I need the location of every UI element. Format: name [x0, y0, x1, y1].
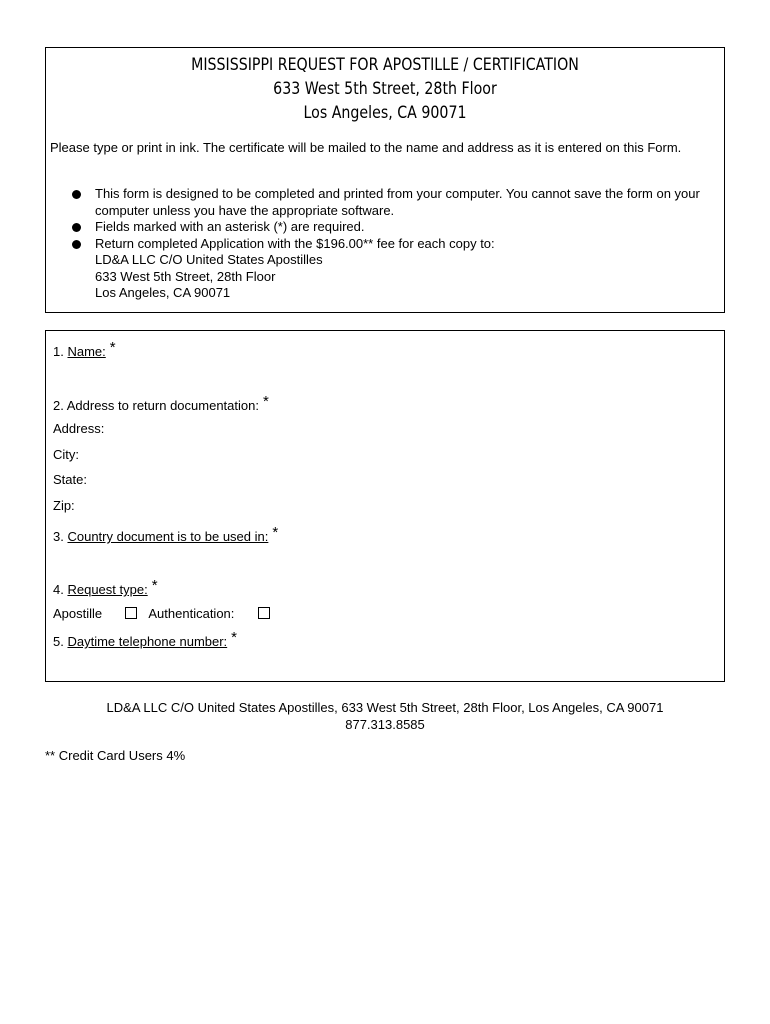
instructions-list	[72, 186, 722, 302]
country-label: Country document is to be used in:	[67, 529, 269, 544]
bullet-icon	[72, 190, 81, 199]
request-type-heading: 4. Request type: *	[53, 577, 158, 597]
bullet-icon	[72, 223, 81, 232]
list-item: Fields marked with an asterisk (*) are required.	[72, 219, 722, 236]
apostille-label: Apostille	[53, 606, 103, 621]
required-asterisk: *	[109, 339, 116, 356]
form-title: MISSISSIPPI REQUEST FOR APOSTILLE / CERTIFICATION	[191, 55, 579, 74]
request-type-label: Request type:	[67, 582, 148, 597]
instructions-box	[45, 47, 725, 313]
phone-label: Daytime telephone number:	[67, 634, 228, 649]
address-field[interactable]: Address:	[53, 421, 105, 436]
apostille-checkbox[interactable]	[125, 607, 137, 619]
state-field[interactable]: State:	[53, 472, 87, 487]
header-address-line2: Los Angeles, CA 90071	[303, 103, 467, 122]
request-type-options	[53, 606, 270, 621]
footer-phone: 877.313.8585	[345, 717, 425, 732]
city-field[interactable]: City:	[53, 447, 79, 462]
country-field[interactable]: 3. Country document is to be used in: *	[53, 524, 279, 544]
list-item: Return completed Application with the $196.00** fee for each copy to:	[72, 236, 722, 253]
footer-address: LD&A LLC C/O United States Apostilles, 633 West 5th Street, 28th Floor, Los Angeles, CA 90071	[106, 700, 664, 715]
phone-field[interactable]: 5. Daytime telephone number: *	[53, 629, 238, 649]
list-item: This form is designed to be completed and printed from your computer. You cannot save the form on your computer unless you have the appropriate software.	[72, 186, 722, 219]
required-asterisk: *	[231, 629, 238, 646]
return-address-line: LD&A LLC C/O United States Apostilles	[95, 252, 323, 267]
address-heading: 2. Address to return documentation: *	[53, 393, 269, 413]
required-asterisk: *	[272, 524, 279, 541]
name-field[interactable]: 1. Name: *	[53, 339, 116, 359]
authentication-checkbox[interactable]	[258, 607, 270, 619]
header-address-line1: 633 West 5th Street, 28th Floor	[273, 79, 497, 98]
intro-text: Please type or print in ink. The certificate will be mailed to the name and address as it is entered on this Form.	[50, 140, 682, 155]
authentication-label: Authentication:	[148, 606, 235, 621]
bullet-icon	[72, 240, 81, 249]
zip-field[interactable]: Zip:	[53, 498, 75, 513]
credit-card-note: ** Credit Card Users 4%	[45, 748, 186, 763]
name-label: Name:	[67, 344, 106, 359]
required-asterisk: *	[151, 577, 158, 594]
request-form	[45, 330, 725, 682]
return-address-line: 633 West 5th Street, 28th Floor	[95, 268, 276, 284]
return-address-line: Los Angeles, CA 90071	[95, 285, 231, 300]
required-asterisk: *	[262, 393, 269, 410]
